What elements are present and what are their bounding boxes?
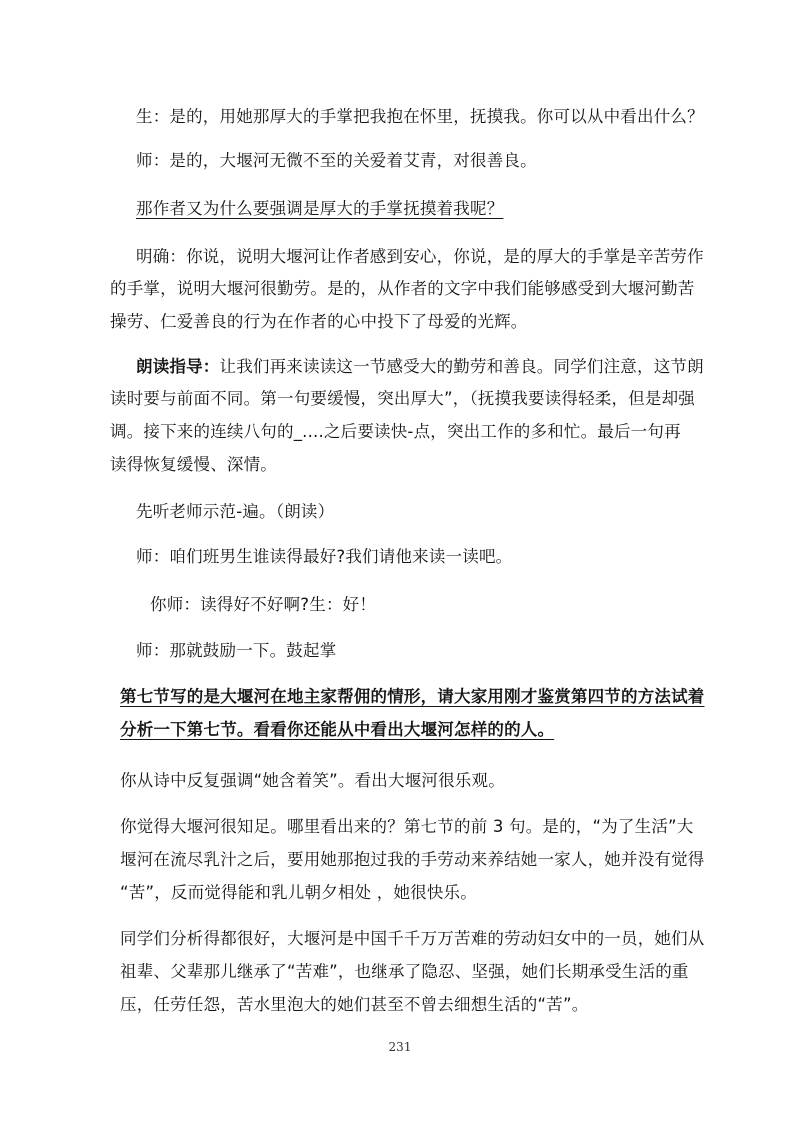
- text-line: 你从诗中反复强调“她含着笑”。看出大堰河很乐观。: [120, 771, 505, 790]
- text-line: 分析一下第七节。看看你还能从中看出大堰河怎样的的人。: [120, 720, 555, 739]
- text-line: 让我们再来读读这一节感受大的勤劳和善良。同学们注意，这节朗: [219, 357, 704, 376]
- text-line: 明确：你说，说明大堰河让作者感到安心，你说，是的厚大的手掌是辛苦劳作: [136, 247, 704, 266]
- text-line: 师：那就鼓励一下。鼓起掌: [136, 641, 337, 660]
- paragraph-clarification: [136, 240, 704, 273]
- paragraph-contentment: [120, 810, 705, 909]
- text-line: 调。接下来的连续八句的_....之后要读快-点，突出工作的多和忙。最后一句再: [110, 422, 681, 441]
- paragraph-teacher-invite: [136, 540, 512, 573]
- text-line: 你师：读得好不好啊?生：好！: [150, 595, 377, 614]
- text-line: 压，任劳任怨，苦水里泡大的她们甚至不曾去细想生活的“苦”。: [120, 995, 589, 1014]
- paragraph-clarification-cont: [110, 272, 695, 338]
- paragraph-student-answer: [136, 100, 704, 133]
- page-number: 231: [388, 1040, 412, 1054]
- paragraph-teacher-demo: [136, 495, 334, 528]
- text-line: 读时要与前面不同。第一句要缓慢，突出厚大”，（抚摸我要读得轻柔，但是却强: [110, 389, 695, 408]
- text-line: 你觉得大堰河很知足。哪里看出来的？第七节的前 3 句。是的，“为了生活”大: [120, 817, 694, 836]
- text-line: 的手掌，说明大堰河很勤劳。是的，从作者的文字中我们能够感受到大堰河勤苦: [110, 279, 695, 298]
- paragraph-section-seven-task: [120, 680, 705, 746]
- text-line: 同学们分析得都很好，大堰河是中国千千万万苦难的劳动妇女中的一员，她们从: [120, 929, 705, 948]
- text-line: 操劳、仁爱善良的行为在作者的心中投下了母爱的光辉。: [110, 312, 528, 331]
- text-line: 堰河在流尽乳汁之后，要用她那抱过我的手劳动来养结她一家人，她并没有觉得: [120, 850, 705, 869]
- text-line: 读得恢复缓慢、深情。: [110, 455, 277, 474]
- paragraph-optimism: [120, 764, 505, 797]
- text-line: “苦”，反而觉得能和乳儿朝夕相处 ，她很快乐。: [120, 883, 477, 902]
- reading-guide-label: 朗读指导：: [136, 357, 220, 376]
- paragraph-reading-guide-cont: [110, 382, 695, 481]
- text-line: 师：咱们班男生谁读得最好?我们请他来读一读吧。: [136, 547, 513, 566]
- paragraph-dialogue: [150, 588, 376, 621]
- text-line: 生：是的，用她那厚大的手掌把我抱在怀里，抚摸我。你可以从中看出什么？: [136, 107, 704, 126]
- text-line: 那作者又为什么要强调是厚大的手掌抚摸着我呢？: [136, 199, 504, 218]
- text-line: 师：是的，大堰河无微不至的关爱着艾青，对很善良。: [136, 151, 537, 170]
- paragraph-question-underlined: [136, 192, 503, 225]
- paragraph-summary: [120, 922, 705, 1021]
- text-line: 祖辈、父辈那儿继承了“苦难”，也继承了隐忍、坚强，她们长期承受生活的重: [120, 962, 689, 981]
- paragraph-encourage: [136, 634, 336, 667]
- paragraph-reading-guide: [136, 350, 704, 383]
- text-line: 第七节写的是大堰河在地主家帮佣的情形，请大家用刚才鉴赏第四节的方法试着: [120, 687, 705, 706]
- paragraph-teacher-reply: [136, 144, 537, 177]
- text-line: 先听老师示范-遍。（朗读）: [136, 502, 335, 521]
